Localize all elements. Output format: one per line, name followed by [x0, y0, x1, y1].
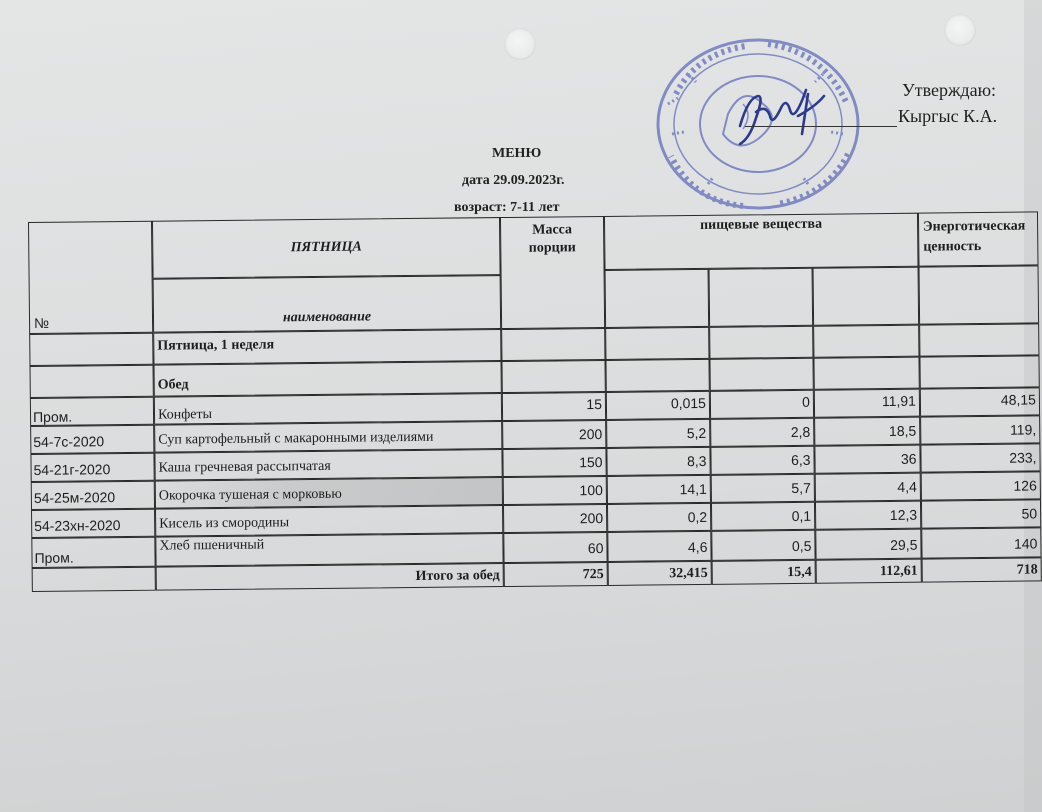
row-mass: 15 — [502, 392, 606, 421]
row-name: Суп картофельный с макаронными изделиями — [154, 421, 502, 453]
meal-row-label: Обед — [154, 361, 502, 397]
approver-name: Кыргыс К.А. — [898, 106, 998, 126]
header-number: № — [33, 314, 50, 331]
row-carbs: 11,91 — [814, 389, 920, 418]
total-mass: 725 — [504, 562, 608, 587]
row-energy: 48,15 — [920, 387, 1040, 416]
total-code — [32, 567, 156, 592]
row-protein: 5,2 — [606, 419, 710, 448]
subheader-protein — [605, 269, 710, 328]
official-stamp — [648, 34, 860, 212]
menu-table — [28, 211, 1042, 592]
total-carbs: 112,61 — [816, 559, 922, 584]
row-protein: 0,2 — [607, 503, 711, 532]
row-carbs: 12,3 — [815, 501, 921, 530]
empty-cell — [501, 360, 605, 393]
row-mass: 150 — [502, 448, 606, 477]
row-energy: 119, — [920, 415, 1040, 444]
row-fat: 5,7 — [711, 474, 815, 503]
row-code: 54-21г-2020 — [30, 453, 154, 482]
empty-cell — [919, 323, 1039, 356]
header-number-cell — [28, 221, 153, 334]
signature-line — [745, 126, 897, 127]
row-protein: 8,3 — [606, 447, 710, 476]
row-protein: 4,6 — [607, 531, 711, 562]
total-fat: 15,4 — [712, 560, 816, 585]
approval-label: Утверждаю: — [902, 80, 997, 100]
row-carbs: 18,5 — [814, 417, 920, 446]
row-mass: 200 — [503, 504, 607, 533]
row-energy: 50 — [921, 499, 1041, 528]
empty-cell — [605, 327, 709, 360]
row-name: Каша гречневая рассыпчатая — [154, 449, 502, 481]
punch-hole — [944, 14, 976, 46]
row-carbs: 29,5 — [815, 529, 921, 560]
row-carbs: 36 — [814, 445, 920, 474]
row-code: 54-7с-2020 — [30, 425, 154, 454]
row-name: Окорочка тушеная с морковью — [155, 477, 503, 509]
week-row-code — [29, 333, 153, 366]
row-mass: 200 — [502, 420, 606, 449]
empty-cell — [919, 355, 1039, 388]
subheader-fat — [709, 268, 814, 327]
subheader-carbs — [813, 267, 920, 326]
row-name: Кисель из смородины — [155, 505, 503, 537]
total-label: Итого за обед — [156, 563, 504, 591]
row-name: Конфеты — [154, 393, 502, 425]
header-nutrients: пищевые вещества — [604, 213, 919, 270]
header-energy: Энерготическая ценность — [918, 211, 1039, 266]
empty-cell — [813, 357, 919, 390]
empty-cell — [709, 358, 813, 391]
row-energy: 140 — [921, 527, 1041, 558]
header-name: наименование — [153, 275, 502, 333]
header-mass: Масса порции — [500, 216, 605, 329]
document-title: МЕНЮ — [492, 146, 542, 161]
header-day: ПЯТНИЦА — [152, 217, 501, 279]
row-code: Пром. — [30, 397, 154, 426]
row-code: Пром. — [31, 537, 155, 568]
document-date: дата 29.09.2023г. — [462, 173, 565, 188]
empty-cell — [709, 326, 813, 359]
row-code: 54-23хн-2020 — [31, 509, 155, 538]
row-mass: 100 — [503, 476, 607, 505]
empty-cell — [813, 325, 919, 358]
total-protein: 32,415 — [608, 561, 712, 586]
row-fat: 0 — [710, 390, 814, 419]
punch-hole — [504, 28, 536, 60]
row-protein: 14,1 — [607, 475, 711, 504]
empty-cell — [605, 359, 709, 392]
meal-row-code — [30, 365, 154, 398]
row-name: Хлеб пшеничный — [155, 533, 503, 567]
row-energy: 233, — [920, 443, 1040, 472]
row-carbs: 4,4 — [815, 473, 921, 502]
row-code: 54-25м-2020 — [31, 481, 155, 510]
row-fat: 6,3 — [710, 446, 814, 475]
row-fat: 0,5 — [711, 530, 815, 561]
total-energy: 718 — [922, 557, 1042, 582]
row-protein: 0,015 — [606, 391, 710, 420]
row-fat: 0,1 — [711, 502, 815, 531]
document-age: возраст: 7-11 лет — [454, 200, 560, 215]
week-row-label: Пятница, 1 неделя — [153, 329, 501, 365]
row-fat: 2,8 — [710, 418, 814, 447]
empty-cell — [501, 328, 605, 361]
row-mass: 60 — [503, 532, 607, 563]
row-energy: 126 — [921, 471, 1041, 500]
subheader-energy — [919, 265, 1040, 324]
